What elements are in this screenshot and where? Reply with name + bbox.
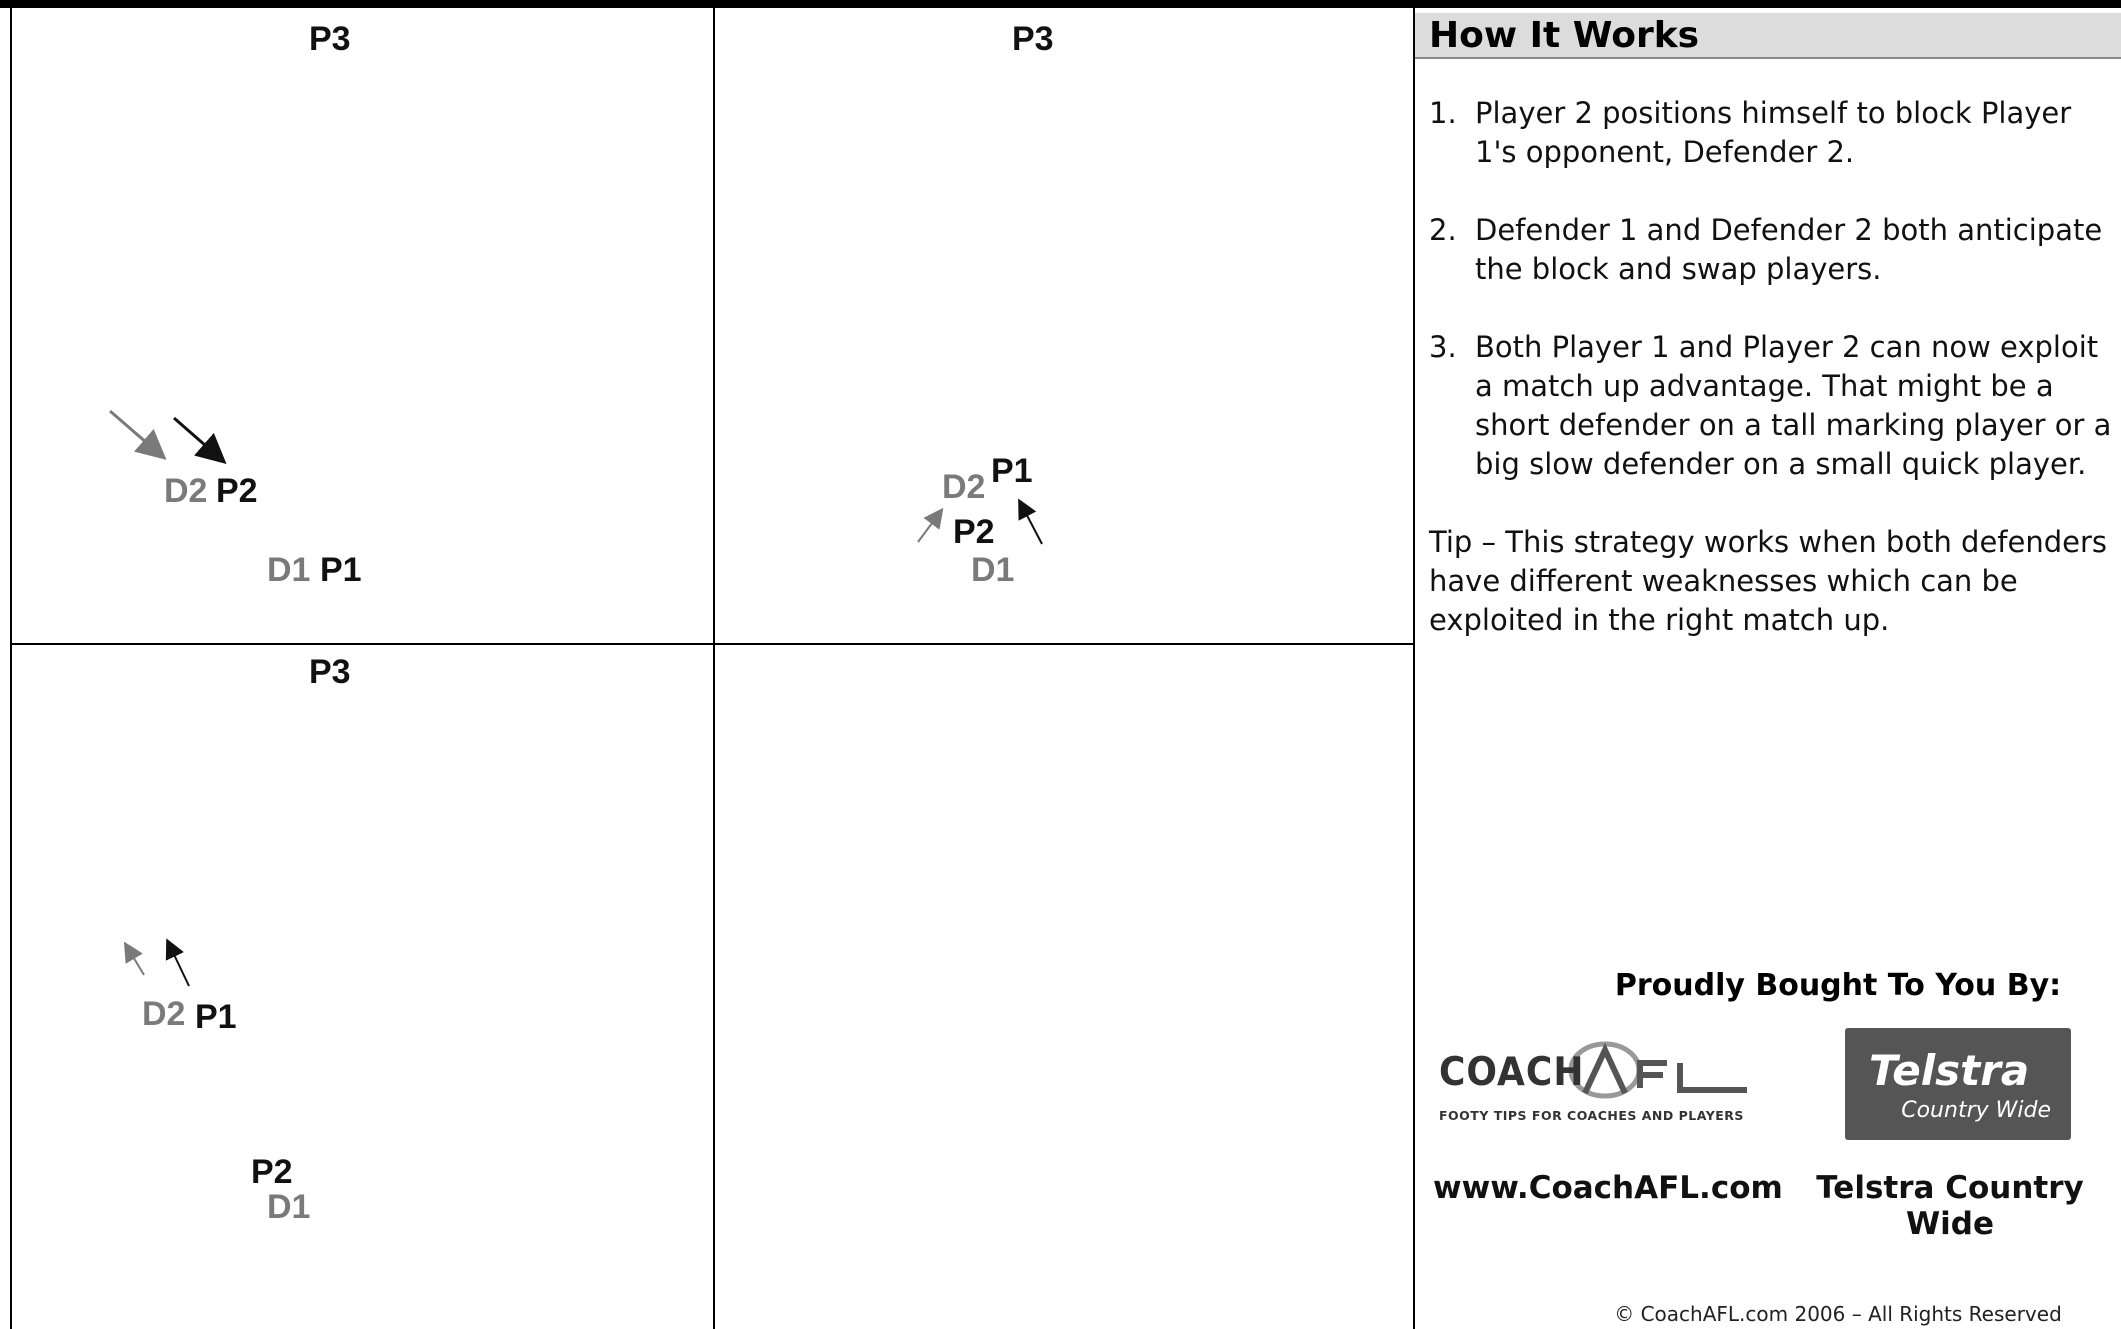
movement-arrows: [715, 8, 1412, 642]
coachafl-website-link[interactable]: www.CoachAFL.com: [1433, 1170, 1783, 1206]
movement-arrows: [12, 8, 712, 642]
defender-2-arrow: [110, 411, 162, 456]
coach-tagline: FOOTY TIPS FOR COACHES AND PLAYERS: [1439, 1108, 1744, 1123]
diagram-panel-4: [715, 645, 1412, 1329]
steps-list: [1429, 94, 2119, 640]
sponsor-heading: Proudly Bought To You By:: [1614, 968, 2062, 1003]
top-border: [0, 0, 2121, 8]
player-2-arrow: [174, 418, 222, 460]
player-1-label: P1: [195, 998, 237, 1036]
diagram-panel-1: [12, 8, 712, 642]
telstra-wordmark: Telstra: [1869, 1046, 2030, 1095]
step-item: [1429, 94, 2119, 172]
diagram-panel-3: [12, 645, 712, 1329]
telstra-logo: [1845, 1028, 2071, 1140]
defender-1-label: D1: [267, 1188, 311, 1226]
defender-2-arrow: [918, 511, 941, 542]
player-1-arrow: [168, 942, 189, 986]
defender-2-label: D2: [942, 468, 986, 506]
coachafl-logo: [1435, 1038, 1765, 1138]
player-3-label: P3: [309, 20, 351, 58]
player-3-label: P3: [309, 653, 351, 691]
step-text: Defender 1 and Defender 2 both anticipate the block and swap players.: [1475, 213, 2103, 286]
step-item: [1429, 211, 2119, 289]
player-3-label: P3: [1012, 20, 1054, 58]
player-2-label: P2: [251, 1153, 293, 1191]
step-number: 2.: [1429, 213, 1457, 247]
telstra-sub: Country Wide: [1901, 1098, 2051, 1123]
copyright-text: © CoachAFL.com 2006 – All Rights Reserved: [1614, 1302, 2062, 1326]
diagram-panel-2: [715, 8, 1412, 642]
step-number: 1.: [1429, 96, 1457, 130]
telstra-name: Telstra Country Wide: [1816, 1170, 2084, 1242]
defender-2-label: D2: [164, 472, 208, 510]
how-it-works-sidebar: [1415, 8, 2121, 1329]
player-2-label: P2: [953, 513, 995, 551]
movement-arrows: [12, 645, 712, 1329]
section-title: How It Works: [1415, 13, 2121, 59]
player-2-label: P2: [216, 472, 258, 510]
step-text: Player 2 positions himself to block Player 1's opponent, Defender 2.: [1475, 96, 2072, 169]
player-1-arrow: [1020, 502, 1042, 544]
tip-text: Tip – This strategy works when both defenders have different weaknesses which can be exploited in the right match up.: [1429, 525, 2108, 637]
defender-1-label: D1: [971, 551, 1015, 589]
coach-wordmark: COACH: [1439, 1049, 1585, 1096]
defender-2-label: D2: [142, 995, 186, 1033]
step-number: 3.: [1429, 330, 1457, 364]
step-item: [1429, 328, 2119, 484]
step-text: Both Player 1 and Player 2 can now exploit a match up advantage. That might be a short defender on a tall marking player or a big slow defender on a small quick player.: [1475, 330, 2112, 481]
defender-1-label: D1: [267, 551, 311, 589]
player-1-label: P1: [320, 551, 362, 589]
player-1-label: P1: [991, 452, 1033, 490]
defender-2-arrow: [126, 945, 144, 975]
